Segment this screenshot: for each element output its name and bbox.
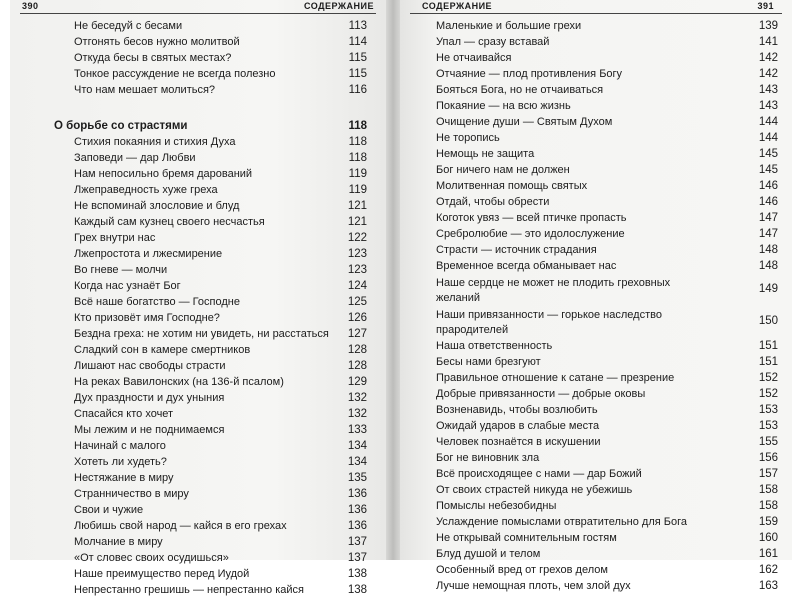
toc-entry <box>436 467 778 483</box>
toc-entry-title: Мы лежим и не поднимаемся <box>74 424 225 436</box>
toc-entry <box>54 199 367 215</box>
toc-entry-page: 137 <box>347 552 367 564</box>
toc-entry <box>54 519 367 535</box>
toc-entry-page: 119 <box>348 184 367 196</box>
toc-entry-page: 121 <box>347 216 367 228</box>
toc-entry-page: 124 <box>347 280 367 292</box>
toc-entry <box>436 483 778 499</box>
toc-entry <box>54 151 367 167</box>
toc-entry <box>436 35 778 51</box>
toc-entry <box>54 327 367 343</box>
toc-entry-title: Не открывай сомнительным гостям <box>436 532 617 544</box>
toc-entry <box>436 307 778 339</box>
toc-entry <box>436 355 778 371</box>
toc-entry-page: 160 <box>758 532 778 544</box>
toc-entry-page: 142 <box>758 52 778 64</box>
toc-entry-title: Коготок увяз — всей птичке пропасть <box>436 212 627 224</box>
header-rule <box>410 13 782 14</box>
toc-entry <box>436 67 778 83</box>
toc-entry-page: 161 <box>758 548 778 560</box>
toc-entry <box>436 179 778 195</box>
toc-entry <box>54 215 367 231</box>
toc-entry <box>54 391 367 407</box>
toc-entry-title: Наше сердце не может не плодить греховных желаний <box>436 277 671 304</box>
toc-entry-page: 147 <box>758 228 778 240</box>
toc-entry-page: 148 <box>758 260 778 272</box>
toc-entry <box>54 455 367 471</box>
toc-entry <box>54 535 367 551</box>
toc-entry-page: 125 <box>347 296 367 308</box>
toc-entry <box>436 211 778 227</box>
toc-entry-page: 132 <box>347 408 367 420</box>
toc-entry-title: Лжепростота и лжесмирение <box>74 248 223 260</box>
toc-entry-title: Блуд душой и телом <box>436 548 541 560</box>
toc-entry <box>436 435 778 451</box>
toc-entry-title: Молчание в миру <box>74 536 163 548</box>
toc-entry-title: Во гневе — молчи <box>74 264 168 276</box>
toc-entry-page: 118 <box>348 136 367 148</box>
toc-entry-title: Кто призовёт имя Господне? <box>74 312 220 324</box>
toc-entry <box>436 243 778 259</box>
toc-entry-page: 123 <box>347 264 367 276</box>
section-spacer <box>54 99 367 119</box>
toc-entry-page: 151 <box>758 340 778 352</box>
toc-entry-title: Наше преимущество перед Иудой <box>74 568 250 580</box>
toc-entry-title: Временное всегда обманывает нас <box>436 260 617 272</box>
toc-entry-title: Человек познаётся в искушении <box>436 436 601 448</box>
toc-entry-page: 136 <box>347 520 367 532</box>
toc-entry-title: Нестяжание в миру <box>74 472 174 484</box>
header-rule <box>20 13 376 14</box>
toc-entry-title: Всё наше богатство — Господне <box>74 296 240 308</box>
toc-entry-page: 153 <box>758 404 778 416</box>
toc-entry <box>436 403 778 419</box>
toc-entry-page: 128 <box>347 344 367 356</box>
toc-entry-page: 150 <box>758 315 778 327</box>
right-running-head: СОДЕРЖАНИЕ <box>422 1 493 11</box>
toc-entry <box>54 503 367 519</box>
toc-entry-page: 129 <box>347 376 367 388</box>
toc-entry <box>54 551 367 567</box>
toc-entry-page: 127 <box>347 328 367 340</box>
toc-entry-title: Лучше немощная плоть, чем злой дух <box>436 580 631 592</box>
toc-entry-page: 115 <box>348 52 367 64</box>
toc-entry-title: Ожидай ударов в слабые места <box>436 420 600 432</box>
toc-entry-title: Возненавидь, чтобы возлюбить <box>436 404 598 416</box>
toc-entry-title: Сребролюбие — это идолослужение <box>436 228 625 240</box>
toc-entry-title: Добрые привязанности — добрые оковы <box>436 388 646 400</box>
toc-entry <box>54 19 367 35</box>
toc-entry <box>54 35 367 51</box>
toc-entry <box>54 183 367 199</box>
toc-entry-page: 163 <box>758 580 778 592</box>
toc-entry-page: 135 <box>347 472 367 484</box>
toc-entry-page: 134 <box>347 456 367 468</box>
left-page-header <box>10 0 386 12</box>
toc-entry-title: На реках Вавилонских (на 136-й псалом) <box>74 376 284 388</box>
toc-entry-page: 142 <box>758 68 778 80</box>
toc-entry <box>54 263 367 279</box>
left-page-number: 390 <box>22 1 39 11</box>
left-running-head: СОДЕРЖАНИЕ <box>303 1 374 11</box>
toc-entry-title: Правильное отношение к сатане — презрение <box>436 372 675 384</box>
toc-entry-page: 145 <box>758 164 778 176</box>
toc-entry-title: Каждый сам кузнец своего несчастья <box>74 216 265 228</box>
toc-entry <box>436 563 778 579</box>
toc-entry-page: 137 <box>347 536 367 548</box>
toc-entry-page: 144 <box>758 132 778 144</box>
toc-entry-title: Свои и чужие <box>74 504 144 516</box>
toc-entry-page: 147 <box>758 212 778 224</box>
toc-entry-title: Особенный вред от грехов делом <box>436 564 608 576</box>
toc-entry-page: 146 <box>758 196 778 208</box>
toc-entry <box>436 419 778 435</box>
toc-entry-page: 118 <box>348 152 367 164</box>
toc-entry <box>54 567 367 583</box>
toc-entry-title: Упал — сразу вставай <box>436 36 550 48</box>
left-toc-list <box>54 19 367 599</box>
toc-entry-page: 134 <box>347 440 367 452</box>
toc-entry-page: 153 <box>758 420 778 432</box>
toc-entry-page: 113 <box>348 20 367 32</box>
toc-entry <box>436 83 778 99</box>
toc-entry-title: Отдай, чтобы обрести <box>436 196 550 208</box>
toc-entry <box>54 375 367 391</box>
toc-entry-title: Маленькие и большие грехи <box>436 20 582 32</box>
toc-entry-title: Что нам мешает молиться? <box>74 84 216 96</box>
toc-entry <box>54 247 367 263</box>
toc-entry <box>436 515 778 531</box>
toc-entry-page: 143 <box>758 100 778 112</box>
toc-entry <box>436 99 778 115</box>
right-page-header <box>400 0 792 12</box>
toc-entry-title: Помыслы небезобидны <box>436 500 557 512</box>
toc-entry-title: Молитвенная помощь святых <box>436 180 588 192</box>
toc-entry-page: 146 <box>758 180 778 192</box>
toc-section-heading <box>54 119 367 135</box>
toc-entry-page: 121 <box>347 200 367 212</box>
toc-entry-page: 149 <box>758 283 778 295</box>
toc-entry <box>54 51 367 67</box>
toc-entry-title: Не торопись <box>436 132 500 144</box>
toc-entry <box>54 67 367 83</box>
toc-entry <box>436 387 778 403</box>
toc-entry-page: 139 <box>758 20 778 32</box>
toc-entry-page: 155 <box>758 436 778 448</box>
toc-entry-page: 158 <box>758 500 778 512</box>
toc-entry-page: 157 <box>758 468 778 480</box>
toc-entry-title: Лишают нас свободы страсти <box>74 360 226 372</box>
toc-entry <box>54 471 367 487</box>
toc-entry-title: Отгонять бесов нужно молитвой <box>74 36 240 48</box>
right-toc-list <box>436 19 778 595</box>
toc-entry-title: От своих страстей никуда не убежишь <box>436 484 633 496</box>
toc-entry-page: 138 <box>347 584 367 596</box>
toc-entry-page: 141 <box>758 36 778 48</box>
toc-entry <box>54 311 367 327</box>
toc-entry <box>54 279 367 295</box>
left-page <box>10 0 386 596</box>
toc-entry <box>436 51 778 67</box>
toc-entry <box>436 227 778 243</box>
toc-entry <box>436 163 778 179</box>
toc-entry-page: 119 <box>348 168 367 180</box>
toc-entry-title: Услаждение помыслами отвратительно для Бога <box>436 516 687 528</box>
toc-entry-title: Непрестанно грешишь — непрестанно кайся <box>74 584 305 596</box>
toc-entry-title: Наши привязанности — горькое наследство прародителей <box>436 309 662 336</box>
toc-entry-title: Всё происходящее с нами — дар Божий <box>436 468 642 480</box>
toc-entry-title: Лжеправедность хуже греха <box>74 184 218 196</box>
toc-entry-title: Любишь свой народ — кайся в его грехах <box>74 520 287 532</box>
toc-entry-page: 138 <box>347 568 367 580</box>
right-page <box>400 0 792 592</box>
toc-entry-page: 159 <box>758 516 778 528</box>
toc-entry-page: 126 <box>347 312 367 324</box>
toc-entry-title: Нам непосильно бремя дарований <box>74 168 253 180</box>
toc-entry-page: 152 <box>758 388 778 400</box>
toc-entry-page: 151 <box>758 356 778 368</box>
toc-entry <box>54 231 367 247</box>
toc-entry <box>54 583 367 599</box>
toc-entry <box>436 579 778 595</box>
toc-entry-title: Странничество в миру <box>74 488 189 500</box>
toc-entry-title: Страсти — источник страдания <box>436 244 597 256</box>
toc-entry-title: Начинай с малого <box>74 440 166 452</box>
toc-entry-title: Отчаяние — плод противления Богу <box>436 68 623 80</box>
toc-entry-title: «От словес своих осудишься» <box>74 552 229 564</box>
toc-entry <box>436 147 778 163</box>
toc-entry-page: 143 <box>758 84 778 96</box>
toc-entry-title: Хотеть ли худеть? <box>74 456 167 468</box>
toc-entry <box>436 259 778 275</box>
toc-entry-title: Сладкий сон в камере смертников <box>74 344 251 356</box>
toc-entry-title: Дух праздности и дух уныния <box>74 392 225 404</box>
toc-entry <box>54 423 367 439</box>
toc-entry-page: 133 <box>347 424 367 436</box>
toc-entry-title: Тонкое рассуждение не всегда полезно <box>74 68 276 80</box>
toc-entry <box>436 19 778 35</box>
toc-entry <box>436 275 778 307</box>
toc-entry-page: 162 <box>758 564 778 576</box>
toc-entry <box>54 343 367 359</box>
toc-entry-title: О борьбе со страстями <box>54 120 188 132</box>
toc-entry <box>54 359 367 375</box>
toc-entry-title: Немощь не защита <box>436 148 535 160</box>
toc-entry <box>436 451 778 467</box>
toc-entry-page: 152 <box>758 372 778 384</box>
toc-entry-page: 116 <box>348 84 367 96</box>
toc-entry-title: Покаяние — на всю жизнь <box>436 100 571 112</box>
toc-entry-title: Не вспоминай злословие и блуд <box>74 200 240 212</box>
toc-entry-page: 114 <box>348 36 367 48</box>
toc-entry <box>436 547 778 563</box>
toc-entry-page: 132 <box>347 392 367 404</box>
toc-entry <box>436 195 778 211</box>
toc-entry-title: Заповеди — дар Любви <box>74 152 196 164</box>
toc-entry-title: Откуда бесы в святых местах? <box>74 52 232 64</box>
toc-entry <box>54 487 367 503</box>
toc-entry <box>436 499 778 515</box>
toc-entry-title: Очищение души — Святым Духом <box>436 116 613 128</box>
toc-entry-page: 148 <box>758 244 778 256</box>
toc-entry-title: Грех внутри нас <box>74 232 156 244</box>
toc-entry-title: Не отчаивайся <box>436 52 512 64</box>
toc-entry <box>54 407 367 423</box>
toc-entry-title: Бояться Бога, но не отчаиваться <box>436 84 604 96</box>
toc-entry <box>436 115 778 131</box>
toc-entry-title: Не беседуй с бесами <box>74 20 183 32</box>
toc-entry-title: Спасайся кто хочет <box>74 408 174 420</box>
toc-entry-page: 144 <box>758 116 778 128</box>
right-page-number: 391 <box>757 1 774 11</box>
toc-entry-title: Бог ничего нам не должен <box>436 164 570 176</box>
toc-entry-page: 122 <box>347 232 367 244</box>
toc-entry-page: 158 <box>758 484 778 496</box>
toc-entry-title: Наша ответственность <box>436 340 553 352</box>
toc-entry-title: Бездна греха: не хотим ни увидеть, ни расстаться <box>74 328 329 340</box>
toc-entry <box>54 83 367 99</box>
toc-entry <box>436 531 778 547</box>
toc-entry <box>436 131 778 147</box>
toc-entry-page: 136 <box>347 504 367 516</box>
toc-entry-title: Бог не виновник зла <box>436 452 540 464</box>
toc-entry <box>54 295 367 311</box>
toc-entry-title: Стихия покаяния и стихия Духа <box>74 136 236 148</box>
toc-entry <box>436 339 778 355</box>
toc-entry <box>54 167 367 183</box>
toc-entry <box>54 439 367 455</box>
toc-entry-page: 156 <box>758 452 778 464</box>
toc-entry-page: 115 <box>348 68 367 80</box>
toc-entry-page: 145 <box>758 148 778 160</box>
book-gutter <box>386 0 400 560</box>
toc-entry-title: Бесы нами брезгуют <box>436 356 541 368</box>
toc-entry-page: 123 <box>347 248 367 260</box>
toc-entry-page: 128 <box>347 360 367 372</box>
toc-entry-title: Когда нас узнаёт Бог <box>74 280 181 292</box>
toc-entry <box>54 135 367 151</box>
toc-entry-page: 118 <box>348 120 367 132</box>
toc-entry <box>436 371 778 387</box>
toc-entry-page: 136 <box>347 488 367 500</box>
